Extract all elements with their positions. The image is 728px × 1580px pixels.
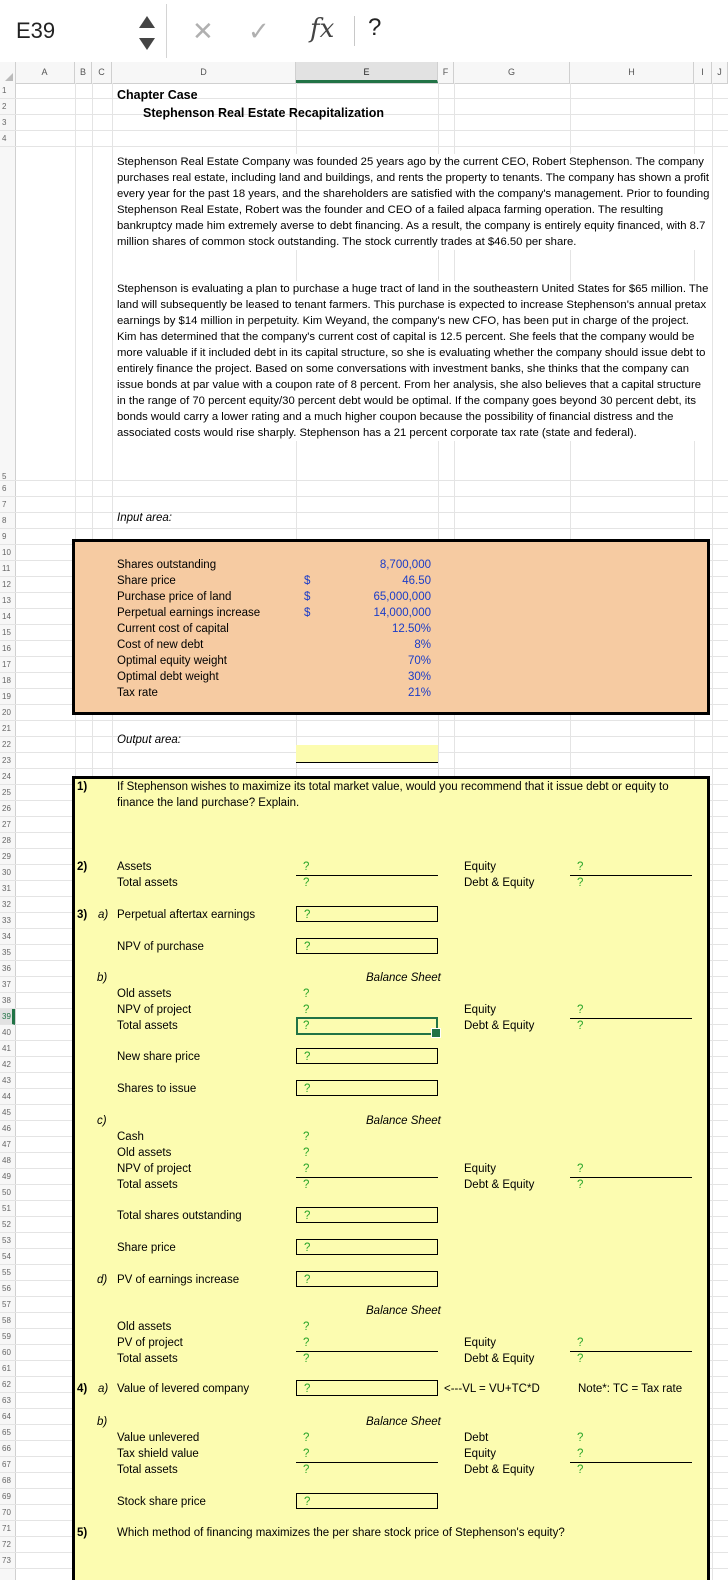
input-value[interactable]: 21%	[407, 687, 431, 699]
row-gridline	[15, 480, 728, 481]
q3b-shares-to-issue-label: Shares to issue	[117, 1083, 197, 1095]
q2-total-assets-label: Total assets	[117, 877, 178, 889]
chevron-down-icon[interactable]	[139, 38, 155, 50]
row-header-2[interactable]: 2	[0, 99, 15, 115]
input-currency-symbol: $	[304, 591, 311, 603]
input-label: Share price	[117, 575, 176, 587]
q3-perpetual-aftertax-box[interactable]	[296, 906, 438, 922]
worksheet	[0, 62, 728, 1580]
q4-part-a: a)	[98, 1383, 109, 1395]
q3d-debt-equity-answer[interactable]: ?	[577, 1353, 584, 1365]
question-1-number: 1)	[77, 781, 88, 793]
question-1-text-line-2: finance the land purchase? Explain.	[117, 797, 300, 809]
row-header-43[interactable]: 43	[0, 1073, 15, 1089]
q3-npv-purchase-label: NPV of purchase	[117, 941, 204, 953]
select-all-corner[interactable]	[0, 62, 16, 83]
input-label: Optimal debt weight	[117, 671, 219, 683]
q3c-npv-project-answer[interactable]: ?	[303, 1163, 310, 1175]
output-header-cell[interactable]	[296, 745, 438, 763]
output-area-label: Output area:	[117, 734, 181, 746]
q4-value-levered-answer[interactable]: ?	[304, 1383, 311, 1395]
row-header-64[interactable]: 64	[0, 1409, 15, 1425]
column-header-h[interactable]: H	[570, 62, 694, 83]
q3c-total-shares-answer[interactable]: ?	[304, 1210, 311, 1222]
input-value[interactable]: 14,000,000	[373, 607, 431, 619]
q2-equity-answer[interactable]: ?	[577, 861, 584, 873]
q3c-balance-sheet-title: Balance Sheet	[366, 1115, 441, 1127]
row-gridline	[15, 528, 728, 529]
name-box-value[interactable]: E39	[16, 18, 56, 43]
q2-debt-equity-answer[interactable]: ?	[577, 877, 584, 889]
input-label: Tax rate	[117, 687, 158, 699]
q3b-npv-project-answer[interactable]: ?	[303, 1004, 310, 1016]
input-value[interactable]: 46.50	[402, 575, 431, 587]
input-value[interactable]: 8%	[414, 639, 431, 651]
q3c-share-price-label: Share price	[117, 1242, 176, 1254]
q2-total-assets-answer[interactable]: ?	[303, 877, 310, 889]
q3c-total-assets-answer[interactable]: ?	[303, 1179, 310, 1191]
q3b-total-assets-answer[interactable]: ?	[303, 1020, 310, 1032]
q3d-pv-project-label: PV of project	[117, 1337, 183, 1349]
q3b-balance-sheet-title: Balance Sheet	[366, 972, 441, 984]
row-header-5[interactable]: 5	[0, 147, 15, 481]
insert-function-icon[interactable]: fx	[310, 14, 335, 44]
fill-handle[interactable]	[431, 1028, 441, 1038]
row-header-63[interactable]: 63	[0, 1393, 15, 1409]
formula-input[interactable]: ?	[368, 14, 382, 41]
row-header-46[interactable]: 46	[0, 1121, 15, 1137]
q3b-new-share-price-label: New share price	[117, 1051, 201, 1063]
q2-assets-label: Assets	[117, 861, 152, 873]
q2-assets-underline	[296, 875, 438, 876]
row-header-26[interactable]: 26	[0, 801, 15, 817]
q3-part-c: c)	[97, 1115, 107, 1127]
q3c-share-price-answer[interactable]: ?	[304, 1242, 311, 1254]
row-header-61[interactable]: 61	[0, 1361, 15, 1377]
row-header-22[interactable]: 22	[0, 737, 15, 753]
q3-npv-purchase-box[interactable]	[296, 938, 438, 954]
input-label: Perpetual earnings increase	[117, 607, 261, 619]
input-label: Cost of new debt	[117, 639, 204, 651]
q3b-new-share-price-box[interactable]	[296, 1048, 438, 1064]
question-5-text: Which method of financing maximizes the per share stock price of Stephenson's equity?	[117, 1527, 565, 1539]
column-header-i[interactable]: I	[694, 62, 712, 83]
row-header-11[interactable]: 11	[0, 561, 15, 577]
row-header-40[interactable]: 40	[0, 1025, 15, 1041]
q3-perpetual-aftertax-answer[interactable]: ?	[304, 909, 311, 921]
q3d-pv-earnings-label: PV of earnings increase	[117, 1274, 240, 1286]
q3c-debt-equity-label: Debt & Equity	[464, 1179, 535, 1191]
q4-formula-note: <---VL = VU+TC*D	[444, 1383, 540, 1395]
question-3-number: 3)	[77, 909, 88, 921]
row-header-38[interactable]: 38	[0, 993, 15, 1009]
active-cell-e39[interactable]	[296, 1017, 438, 1035]
row-header-53[interactable]: 53	[0, 1233, 15, 1249]
row-gridline	[15, 768, 728, 769]
q3d-pv-project-answer[interactable]: ?	[303, 1337, 310, 1349]
row-header-14[interactable]: 14	[0, 609, 15, 625]
q3d-debt-equity-label: Debt & Equity	[464, 1353, 535, 1365]
row-header-10[interactable]: 10	[0, 545, 15, 561]
column-header-d[interactable]: D	[112, 62, 296, 83]
q3c-npv-project-label: NPV of project	[117, 1163, 192, 1175]
q3c-share-price-box[interactable]	[296, 1239, 438, 1255]
q4-stock-share-price-answer[interactable]: ?	[304, 1496, 311, 1508]
q4b-equity-underline	[570, 1462, 692, 1463]
q3d-pv-earnings-box[interactable]	[296, 1271, 438, 1287]
row-header-13[interactable]: 13	[0, 593, 15, 609]
q3d-equity-answer[interactable]: ?	[577, 1337, 584, 1349]
input-area-label: Input area:	[117, 512, 172, 524]
q4-part-b: b)	[97, 1416, 108, 1428]
question-5-number: 5)	[77, 1527, 88, 1539]
q3c-npv-underline	[296, 1177, 438, 1178]
name-box[interactable]	[0, 4, 167, 58]
row-header-19[interactable]: 19	[0, 689, 15, 705]
question-2-number: 2)	[77, 861, 88, 873]
case-title: Stephenson Real Estate Recapitalization	[143, 106, 385, 120]
row-header-21[interactable]: 21	[0, 721, 15, 737]
row-header-6[interactable]: 6	[0, 481, 15, 497]
row-header-25[interactable]: 25	[0, 785, 15, 801]
q2-debt-equity-label: Debt & Equity	[464, 877, 535, 889]
column-header-a[interactable]: A	[15, 62, 75, 83]
row-header-50[interactable]: 50	[0, 1185, 15, 1201]
row-header-33[interactable]: 33	[0, 913, 15, 929]
name-box-stepper[interactable]	[138, 16, 156, 54]
q4b-debt-equity-label: Debt & Equity	[464, 1464, 535, 1476]
row-header-48[interactable]: 48	[0, 1153, 15, 1169]
column-headers	[0, 62, 728, 84]
row-header-55[interactable]: 55	[0, 1265, 15, 1281]
q2-equity-underline	[570, 875, 692, 876]
q2-assets-answer[interactable]: ?	[303, 861, 310, 873]
column-header-f[interactable]: F	[438, 62, 454, 83]
row-header-34[interactable]: 34	[0, 929, 15, 945]
column-gridline	[712, 83, 713, 1580]
row-header-41[interactable]: 41	[0, 1041, 15, 1057]
column-header-c[interactable]: C	[92, 62, 112, 83]
question-1-text-line-1: If Stephenson wishes to maximize its total market value, would you recommend that it issue debt or equity to	[117, 781, 669, 793]
row-header-31[interactable]: 31	[0, 881, 15, 897]
q3d-total-assets-label: Total assets	[117, 1353, 178, 1365]
q3c-total-shares-label: Total shares outstanding	[117, 1210, 242, 1222]
q3-perpetual-aftertax-label: Perpetual aftertax earnings	[117, 909, 256, 921]
input-value[interactable]: 8,700,000	[379, 559, 431, 571]
row-gridline	[15, 146, 728, 147]
row-header-7[interactable]: 7	[0, 497, 15, 513]
row-header-62[interactable]: 62	[0, 1377, 15, 1393]
row-header-24[interactable]: 24	[0, 769, 15, 785]
row-header-45[interactable]: 45	[0, 1105, 15, 1121]
row-header-27[interactable]: 27	[0, 817, 15, 833]
input-label: Purchase price of land	[117, 591, 232, 603]
q3-part-b: b)	[97, 972, 108, 984]
row-header-23[interactable]: 23	[0, 753, 15, 769]
row-header-39[interactable]: 39	[0, 1009, 15, 1025]
row-header-29[interactable]: 29	[0, 849, 15, 865]
q3b-shares-to-issue-box[interactable]	[296, 1080, 438, 1096]
row-gridline	[15, 496, 728, 497]
row-header-47[interactable]: 47	[0, 1137, 15, 1153]
row-header-68[interactable]: 68	[0, 1473, 15, 1489]
row-header-66[interactable]: 66	[0, 1441, 15, 1457]
column-header-b[interactable]: B	[75, 62, 92, 83]
input-value[interactable]: 30%	[407, 671, 431, 683]
q3d-pv-underline	[296, 1351, 438, 1352]
row-header-18[interactable]: 18	[0, 673, 15, 689]
q3c-equity-label: Equity	[464, 1163, 496, 1175]
input-label: Optimal equity weight	[117, 655, 227, 667]
input-label: Current cost of capital	[117, 623, 229, 635]
q4-value-levered-box[interactable]	[296, 1380, 438, 1396]
row-header-73[interactable]: 73	[0, 1553, 15, 1569]
q4b-equity-answer[interactable]: ?	[577, 1448, 584, 1460]
q3b-debt-equity-label: Debt & Equity	[464, 1020, 535, 1032]
confirm-check-icon[interactable]: ✓	[248, 16, 270, 46]
column-header-j[interactable]: J	[712, 62, 728, 83]
q4b-tax-shield-answer[interactable]: ?	[303, 1448, 310, 1460]
row-header-52[interactable]: 52	[0, 1217, 15, 1233]
row-header-17[interactable]: 17	[0, 657, 15, 673]
row-header-69[interactable]: 69	[0, 1489, 15, 1505]
q3b-equity-underline	[570, 1018, 692, 1019]
row-header-37[interactable]: 37	[0, 977, 15, 993]
q3d-old-assets-label: Old assets	[117, 1321, 172, 1333]
q3d-pv-earnings-answer[interactable]: ?	[304, 1274, 311, 1286]
row-header-4[interactable]: 4	[0, 131, 15, 147]
row-header-36[interactable]: 36	[0, 961, 15, 977]
row-header-60[interactable]: 60	[0, 1345, 15, 1361]
row-header-15[interactable]: 15	[0, 625, 15, 641]
formula-bar	[0, 0, 728, 63]
row-header-32[interactable]: 32	[0, 897, 15, 913]
q3c-debt-equity-answer[interactable]: ?	[577, 1179, 584, 1191]
input-currency-symbol: $	[304, 607, 311, 619]
q3c-cash-answer[interactable]: ?	[303, 1131, 310, 1143]
q3c-equity-underline	[570, 1177, 692, 1178]
q3-npv-purchase-answer[interactable]: ?	[304, 941, 311, 953]
q3b-shares-to-issue-answer[interactable]: ?	[304, 1083, 311, 1095]
row-header-57[interactable]: 57	[0, 1297, 15, 1313]
chapter-title: Chapter Case	[117, 88, 198, 102]
q3c-old-assets-answer[interactable]: ?	[303, 1147, 310, 1159]
q4b-value-unlevered-label: Value unlevered	[117, 1432, 200, 1444]
row-header-54[interactable]: 54	[0, 1249, 15, 1265]
q3c-total-shares-box[interactable]	[296, 1207, 438, 1223]
q3b-npv-project-label: NPV of project	[117, 1004, 192, 1016]
row-header-42[interactable]: 42	[0, 1057, 15, 1073]
q4b-equity-label: Equity	[464, 1448, 496, 1460]
row-header-16[interactable]: 16	[0, 641, 15, 657]
row-header-1[interactable]: 1	[0, 83, 15, 99]
q4b-value-unlevered-answer[interactable]: ?	[303, 1432, 310, 1444]
q3d-old-assets-answer[interactable]: ?	[303, 1321, 310, 1333]
row-header-72[interactable]: 72	[0, 1537, 15, 1553]
row-header-44[interactable]: 44	[0, 1089, 15, 1105]
q4-stock-share-price-box[interactable]	[296, 1493, 438, 1509]
q2-equity-label: Equity	[464, 861, 496, 873]
row-header-58[interactable]: 58	[0, 1313, 15, 1329]
q3-part-a: a)	[98, 909, 109, 921]
q3b-equity-answer[interactable]: ?	[577, 1004, 584, 1016]
q4b-tax-shield-underline	[296, 1462, 438, 1463]
q3-part-d: d)	[97, 1274, 108, 1286]
row-header-28[interactable]: 28	[0, 833, 15, 849]
q4-value-levered-label: Value of levered company	[117, 1383, 250, 1395]
case-description-paragraph-2: Stephenson is evaluating a plan to purchase a huge tract of land in the southeastern United States for $65 million. The land will subsequently be leased to tenant farmers. This purchase is expected to increase Stephenson's annual pretax earnings by $14 million in perpetuity. Kim Weyand, the company's new CFO, has been put in charge of the project. Kim has determined that the company's current cost of capital is 12.5 percent. She feels that the company would be more valuable if it included debt in its capital structure, so she is evaluating whether the company should issue debt to entirely finance the project. Based on some conversations with investment banks, she thinks that the company can issue bonds at par value with a coupon rate of 8 percent. From her analysis, she also believes that a capital structure in the range of 70 percent equity/30 percent debt would be optimal. If the company goes beyond 30 percent debt, its bonds would carry a lower rating and a much higher coupon because the possibility of financial distress and the associated costs would rise sharply. Stephenson has a 21 percent corporate tax rate (state and federal).	[117, 281, 711, 441]
q4-tax-note: Note*: TC = Tax rate	[578, 1383, 683, 1395]
q3d-equity-underline	[570, 1351, 692, 1352]
q4b-balance-sheet-title: Balance Sheet	[366, 1416, 441, 1428]
q4b-total-assets-label: Total assets	[117, 1464, 178, 1476]
row-header-8[interactable]: 8	[0, 513, 15, 529]
q4b-debt-label: Debt	[464, 1432, 489, 1444]
input-value[interactable]: 12.50%	[391, 623, 431, 635]
column-header-g[interactable]: G	[454, 62, 570, 83]
q4b-debt-equity-answer[interactable]: ?	[577, 1464, 584, 1476]
q3b-debt-equity-answer[interactable]: ?	[577, 1020, 584, 1032]
q4-stock-share-price-label: Stock share price	[117, 1496, 206, 1508]
q3b-equity-label: Equity	[464, 1004, 496, 1016]
q3d-equity-label: Equity	[464, 1337, 496, 1349]
q3c-equity-answer[interactable]: ?	[577, 1163, 584, 1175]
row-header-30[interactable]: 30	[0, 865, 15, 881]
row-header-65[interactable]: 65	[0, 1425, 15, 1441]
input-value[interactable]: 70%	[407, 655, 431, 667]
q3b-old-assets-label: Old assets	[117, 988, 172, 1000]
q3b-new-share-price-answer[interactable]: ?	[304, 1051, 311, 1063]
row-headers	[0, 83, 16, 1580]
question-4-number: 4)	[77, 1383, 88, 1395]
row-header-49[interactable]: 49	[0, 1169, 15, 1185]
row-header-9[interactable]: 9	[0, 529, 15, 545]
input-value[interactable]: 65,000,000	[373, 591, 431, 603]
input-label: Shares outstanding	[117, 559, 217, 571]
row-gridline	[15, 720, 728, 721]
row-header-3[interactable]: 3	[0, 115, 15, 131]
q4b-debt-answer[interactable]: ?	[577, 1432, 584, 1444]
column-header-e[interactable]: E	[296, 62, 438, 83]
q4b-total-assets-answer[interactable]: ?	[303, 1464, 310, 1476]
row-header-59[interactable]: 59	[0, 1329, 15, 1345]
row-header-56[interactable]: 56	[0, 1281, 15, 1297]
row-header-51[interactable]: 51	[0, 1201, 15, 1217]
q3b-total-assets-label: Total assets	[117, 1020, 178, 1032]
row-header-12[interactable]: 12	[0, 577, 15, 593]
row-header-20[interactable]: 20	[0, 705, 15, 721]
row-header-71[interactable]: 71	[0, 1521, 15, 1537]
case-description-paragraph-1: Stephenson Real Estate Company was founded 25 years ago by the current CEO, Robert Stephenson. The company purchases real estate, including land and buildings, and rents the property to tenants. The company has shown a profit every year for the past 18 years, and the shareholders are satisfied with the company's management. Prior to founding Stephenson Real Estate, Robert was the founder and CEO of a failed alpaca farming operation. The resulting bankruptcy made him extremely averse to debt financing. As a result, the company is entirely equity financed, with 8.7 million shares of common stock outstanding. The stock currently trades at $46.50 per share.	[117, 156, 710, 248]
formula-bar-divider	[354, 16, 355, 46]
q3d-balance-sheet-title: Balance Sheet	[366, 1305, 441, 1317]
row-header-67[interactable]: 67	[0, 1457, 15, 1473]
q3b-old-assets-answer[interactable]: ?	[303, 988, 310, 1000]
q3c-cash-label: Cash	[117, 1131, 144, 1143]
q3c-old-assets-label: Old assets	[117, 1147, 172, 1159]
q3d-total-assets-answer[interactable]: ?	[303, 1353, 310, 1365]
q3c-total-assets-label: Total assets	[117, 1179, 178, 1191]
q4b-tax-shield-label: Tax shield value	[117, 1448, 199, 1460]
row-header-70[interactable]: 70	[0, 1505, 15, 1521]
cancel-x-icon[interactable]: ✕	[192, 16, 214, 46]
row-gridline	[15, 130, 728, 131]
input-currency-symbol: $	[304, 575, 311, 587]
chevron-up-icon[interactable]	[139, 16, 155, 28]
row-header-35[interactable]: 35	[0, 945, 15, 961]
